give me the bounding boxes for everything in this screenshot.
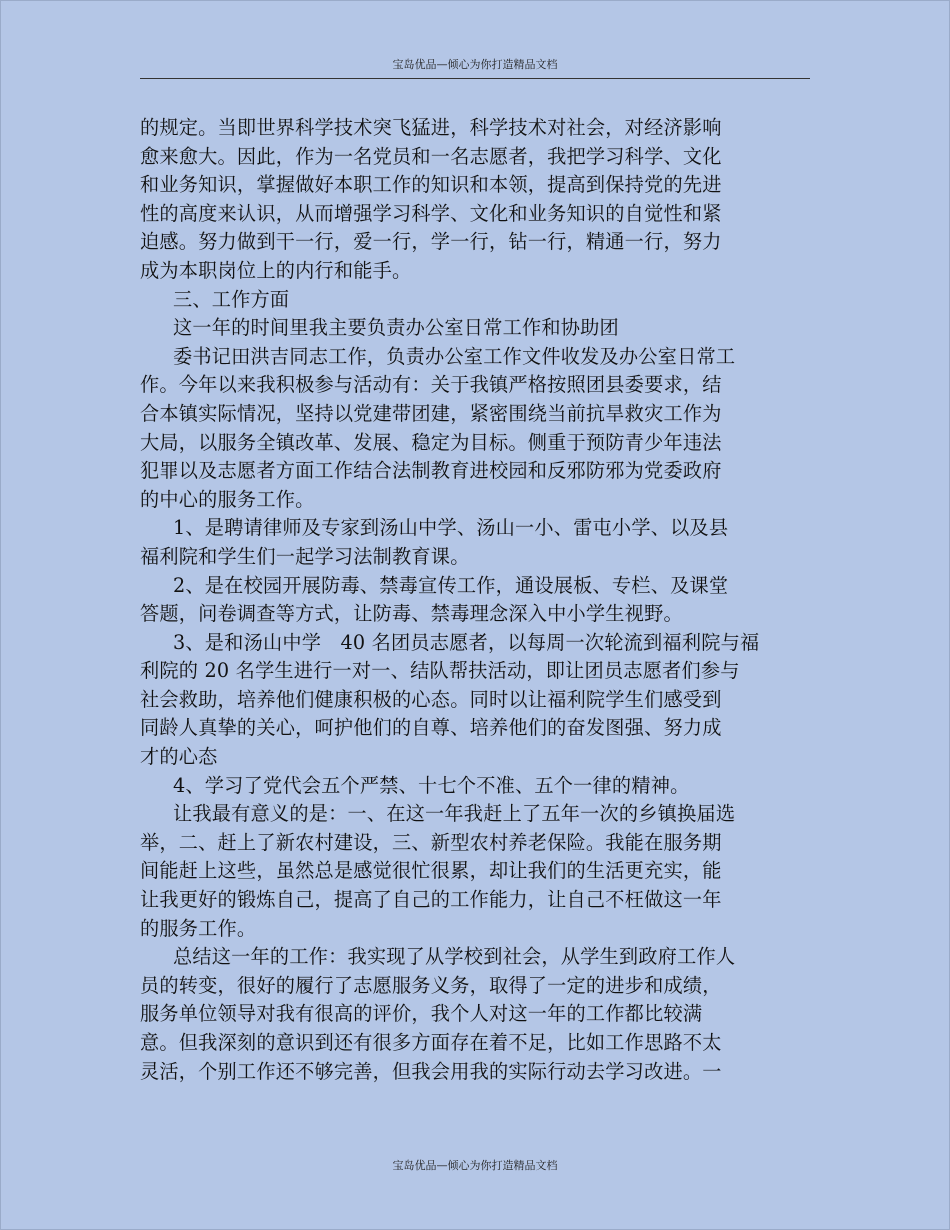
text-line: 的服务工作。 bbox=[140, 916, 257, 940]
text-line: 成为本职岗位上的内行和能手。 bbox=[140, 258, 412, 282]
text-line: 性的高度来认识，从而增强学习科学、文化和业务知识的自觉性和紧 bbox=[140, 201, 722, 225]
text-line: 愈来愈大。因此，作为一名党员和一名志愿者，我把学习科学、文化 bbox=[140, 144, 722, 168]
text-line: 2、是在校园开展防毒、禁毒宣传工作，通设展板、专栏、及课堂 bbox=[173, 573, 729, 597]
text-line: 和业务知识，掌握做好本职工作的知识和本领，提高到保持党的先进 bbox=[140, 173, 722, 197]
text-line: 犯罪以及志愿者方面工作结合法制教育进校园和反邪防邪为党委政府 bbox=[140, 459, 722, 483]
text-line: 灵活，个别工作还不够完善，但我会用我的实际行动去学习改进。一 bbox=[140, 1059, 722, 1083]
text-line: 1、是聘请律师及专家到汤山中学、汤山一小、雷屯小学、以及县 bbox=[173, 516, 729, 540]
text-line: 委书记田洪吉同志工作，负责办公室工作文件收发及办公室日常工 bbox=[173, 344, 736, 368]
text-line: 同龄人真挚的关心，呵护他们的自尊、培养他们的奋发图强、努力成 bbox=[140, 716, 722, 740]
text-line: 这一年的时间里我主要负责办公室日常工作和协助团 bbox=[173, 316, 619, 340]
text-line: 意。但我深刻的意识到还有很多方面存在着不足，比如工作思路不太 bbox=[140, 1031, 722, 1054]
text-line: 间能赶上这些，虽然总是感觉很忙很累，却让我们的生活更充实，能 bbox=[140, 859, 722, 883]
text-line: 的中心的服务工作。 bbox=[140, 487, 315, 511]
text-line: 三、工作方面 bbox=[173, 287, 290, 311]
text-line: 员的转变，很好的履行了志愿服务义务，取得了一定的进步和成绩， bbox=[140, 973, 722, 997]
text-line: 才的心态 bbox=[140, 745, 218, 769]
text-line: 让我更好的锻炼自己，提高了自己的工作能力，让自己不枉做这一年 bbox=[140, 888, 722, 912]
text-line: 利院的 20 名学生进行一对一、结队帮扶活动，即让团员志愿者们参与 bbox=[140, 659, 740, 683]
text-line: 举，二、赶上了新农村建设，三、新型农村养老保险。我能在服务期 bbox=[140, 830, 722, 854]
text-line: 社会救助，培养他们健康积极的心态。同时以让福利院学生们感受到 bbox=[140, 687, 722, 711]
page-footer: 宝岛优品—倾心为你打造精品文档 bbox=[392, 1159, 558, 1172]
text-line: 答题，问卷调查等方式，让防毒、禁毒理念深入中小学生视野。 bbox=[140, 602, 683, 626]
text-line: 4、学习了党代会五个严禁、十七个不准、五个一律的精神。 bbox=[173, 773, 690, 797]
text-line: 大局，以服务全镇改革、发展、稳定为目标。侧重于预防青少年违法 bbox=[140, 430, 722, 454]
header-divider bbox=[140, 78, 810, 79]
text-line: 福利院和学生们一起学习法制教育课。 bbox=[140, 544, 470, 568]
text-line: 合本镇实际情况，坚持以党建带团建，紧密围绕当前抗旱救灾工作为 bbox=[140, 401, 722, 425]
text-line: 作。今年以来我积极参与活动有：关于我镇严格按照团县委要求，结 bbox=[140, 373, 722, 397]
text-line: 服务单位领导对我有很高的评价，我个人对这一年的工作都比较满 bbox=[140, 1002, 703, 1026]
document-body bbox=[140, 114, 780, 1086]
text-line: 的规定。当即世界科学技术突飞猛进，科学技术对社会，对经济影响 bbox=[140, 116, 722, 139]
text-line: 让我最有意义的是：一、在这一年我赶上了五年一次的乡镇换届选 bbox=[173, 802, 736, 826]
text-line: 3、是和汤山中学 40 名团员志愿者，以每周一次轮流到福利院与福 bbox=[173, 630, 760, 654]
text-line: 总结这一年的工作：我实现了从学校到社会，从学生到政府工作人 bbox=[173, 945, 736, 969]
text-line: 迫感。努力做到干一行，爱一行，学一行，钻一行，精通一行，努力 bbox=[140, 230, 722, 254]
page-header: 宝岛优品—倾心为你打造精品文档 bbox=[392, 58, 558, 71]
